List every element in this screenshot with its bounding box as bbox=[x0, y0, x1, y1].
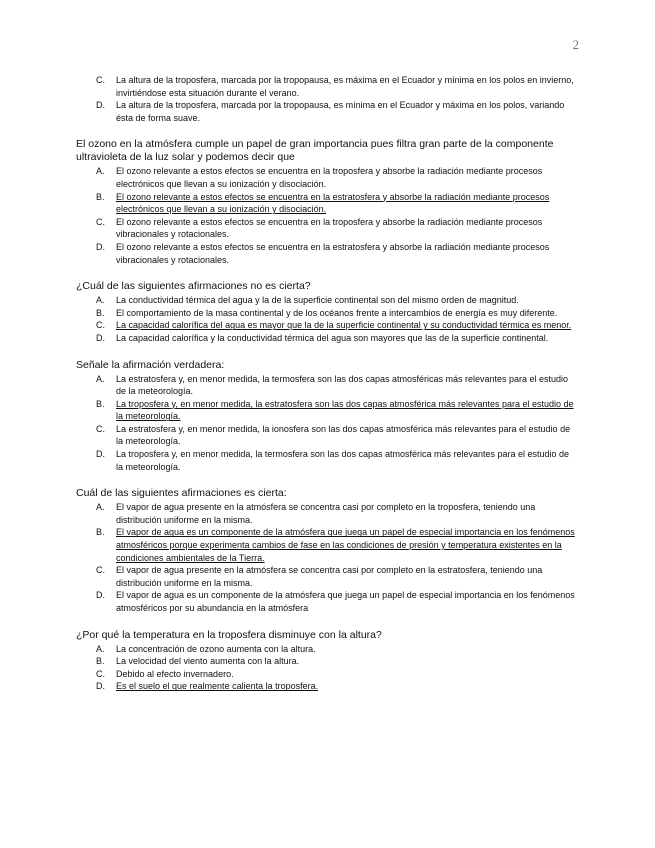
answer-option bbox=[76, 74, 576, 99]
question-block bbox=[76, 487, 576, 614]
option-text: El ozono relevante a estos efectos se encuentra en la troposfera y absorbe la radiación mediante procesos vibracionales y rotacionales. bbox=[116, 216, 543, 240]
page-number: 2 bbox=[572, 37, 579, 52]
option-letter: D. bbox=[96, 241, 105, 252]
option-letter: D. bbox=[96, 332, 105, 343]
option-letter: A. bbox=[96, 295, 105, 306]
option-text: La altura de la troposfera, marcada por la tropopausa, es máxima en el Ecuador y mínima en los polos en invierno, invirtiéndose esta situación durante el verano. bbox=[116, 75, 574, 98]
answer-option bbox=[76, 165, 576, 190]
answer-option-correct bbox=[76, 398, 576, 423]
option-letter: D. bbox=[96, 681, 105, 692]
option-letter: C. bbox=[96, 75, 105, 85]
option-letter: C. bbox=[96, 320, 105, 331]
option-letter: D. bbox=[96, 449, 105, 460]
option-letter: C. bbox=[96, 216, 105, 227]
answer-option bbox=[76, 423, 576, 448]
answer-option-correct bbox=[76, 191, 576, 216]
option-text: La troposfera y, en menor medida, la estratosfera son las dos capas atmosférica más relevantes para el estudio de la meteorología. bbox=[116, 398, 574, 422]
answer-option bbox=[76, 668, 576, 681]
option-letter: A. bbox=[96, 373, 105, 384]
option-text: Es el suelo el que realmente calienta la troposfera. bbox=[116, 681, 319, 692]
answer-option bbox=[76, 332, 576, 345]
option-text: El comportamiento de la masa continental y de los océanos frente a intercambios de energía es muy diferente. bbox=[116, 307, 558, 318]
document-body bbox=[76, 74, 576, 707]
option-text: La estratosfera y, en menor medida, la termosfera son las dos capas atmosféricas más relevantes para el estudio de la meteorología. bbox=[116, 373, 569, 397]
option-letter: C. bbox=[96, 668, 105, 679]
option-text: La concentración de ozono aumenta con la altura. bbox=[116, 643, 316, 654]
question-block bbox=[76, 74, 576, 124]
answer-options bbox=[76, 74, 576, 124]
option-text: El vapor de agua presente en la atmósfera se concentra casi por completo en la troposfera, teniendo una distribución uniforme en la misma. bbox=[116, 502, 536, 525]
answer-option-correct bbox=[76, 319, 576, 332]
option-text: La capacidad calorífica del agua es mayor que la de la superficie continental y su conductividad térmica es menor. bbox=[116, 320, 572, 331]
option-letter: B. bbox=[96, 307, 105, 318]
answer-option bbox=[76, 241, 576, 266]
answer-option-correct bbox=[76, 680, 576, 693]
option-text: El vapor de agua es un componente de la atmósfera que juega un papel de especial importancia en los fenómenos atmosféricos por su abundancia en la atmósfera bbox=[116, 590, 575, 613]
answer-options bbox=[76, 165, 576, 266]
answer-option bbox=[76, 307, 576, 320]
answer-option bbox=[76, 294, 576, 307]
option-text: La estratosfera y, en menor medida, la ionosfera son las dos capas atmosférica más relevantes para el estudio de la meteorología. bbox=[116, 423, 571, 447]
option-text: Debido al efecto invernadero. bbox=[116, 668, 234, 679]
option-letter: B. bbox=[96, 398, 105, 409]
option-text: La capacidad calorífica y la conductividad térmica del agua son mayores que las de la superficie continental. bbox=[116, 332, 549, 343]
answer-options bbox=[76, 643, 576, 693]
answer-option bbox=[76, 448, 576, 473]
answer-option bbox=[76, 564, 576, 589]
option-letter: C. bbox=[96, 565, 105, 576]
option-letter: C. bbox=[96, 423, 105, 434]
answer-option bbox=[76, 373, 576, 398]
question-text: Cuál de las siguientes afirmaciones es cierta: bbox=[76, 487, 287, 500]
option-letter: D. bbox=[96, 100, 105, 111]
question-block bbox=[76, 629, 576, 693]
option-letter: A. bbox=[96, 502, 105, 513]
option-letter: B. bbox=[96, 527, 105, 538]
answer-options bbox=[76, 373, 576, 474]
option-letter: B. bbox=[96, 191, 105, 202]
answer-option bbox=[76, 99, 576, 124]
answer-options bbox=[76, 294, 576, 344]
question-text: El ozono en la atmósfera cumple un papel de gran importancia pues filtra gran parte de la componente ultravioleta de la luz solar y podemos decir que bbox=[76, 138, 554, 164]
question-block bbox=[76, 359, 576, 474]
option-text: La conductividad térmica del agua y la de la superficie continental son del mismo orden de magnitud. bbox=[116, 295, 519, 306]
answer-option bbox=[76, 216, 576, 241]
answer-option bbox=[76, 501, 576, 526]
option-letter: A. bbox=[96, 643, 105, 654]
option-text: El vapor de agua presente en la atmósfera se concentra casi por completo en la estratosfera, teniendo una distribución uniforme en la misma. bbox=[116, 565, 543, 588]
option-text: El ozono relevante a estos efectos se encuentra en la estratosfera y absorbe la radiación mediante procesos vibracionales y rotacionales. bbox=[116, 241, 550, 265]
question-block bbox=[76, 138, 576, 266]
option-letter: D. bbox=[96, 590, 105, 601]
option-text: El ozono relevante a estos efectos se encuentra en la estratosfera y absorbe la radiación mediante procesos electrónicos que llevan a su ionización y disociación. bbox=[116, 191, 550, 215]
answer-option bbox=[76, 643, 576, 656]
option-text: La altura de la troposfera, marcada por la tropopausa, es mínima en el Ecuador y máxima en los polos, variando ésta de forma suave. bbox=[116, 100, 565, 123]
option-text: La troposfera y, en menor medida, la termosfera son las dos capas atmosférica más relevantes para el estudio de la meteorología. bbox=[116, 449, 570, 472]
option-letter: A. bbox=[96, 166, 105, 177]
answer-option-correct bbox=[76, 526, 576, 564]
question-block bbox=[76, 280, 576, 344]
answer-option bbox=[76, 655, 576, 668]
answer-option bbox=[76, 589, 576, 614]
option-text: La velocidad del viento aumenta con la altura. bbox=[116, 656, 300, 667]
question-text: ¿Por qué la temperatura en la troposfera disminuye con la altura? bbox=[76, 628, 382, 641]
question-text: Señale la afirmación verdadera: bbox=[76, 358, 225, 371]
option-text: El vapor de agua es un componente de la atmósfera que juega un papel de especial importancia en los fenómenos atmosféricos porque experimenta cambios de fase en las condiciones de presión y temperatura existentes en la condiciones ambientales de la Tierra. bbox=[116, 527, 575, 563]
answer-options bbox=[76, 501, 576, 614]
option-text: El ozono relevante a estos efectos se encuentra en la troposfera y absorbe la radiación mediante procesos electrónicos que llevan a su ionización y disociación. bbox=[116, 166, 543, 189]
question-text: ¿Cuál de las siguientes afirmaciones no es cierta? bbox=[76, 280, 311, 293]
option-letter: B. bbox=[96, 656, 105, 667]
